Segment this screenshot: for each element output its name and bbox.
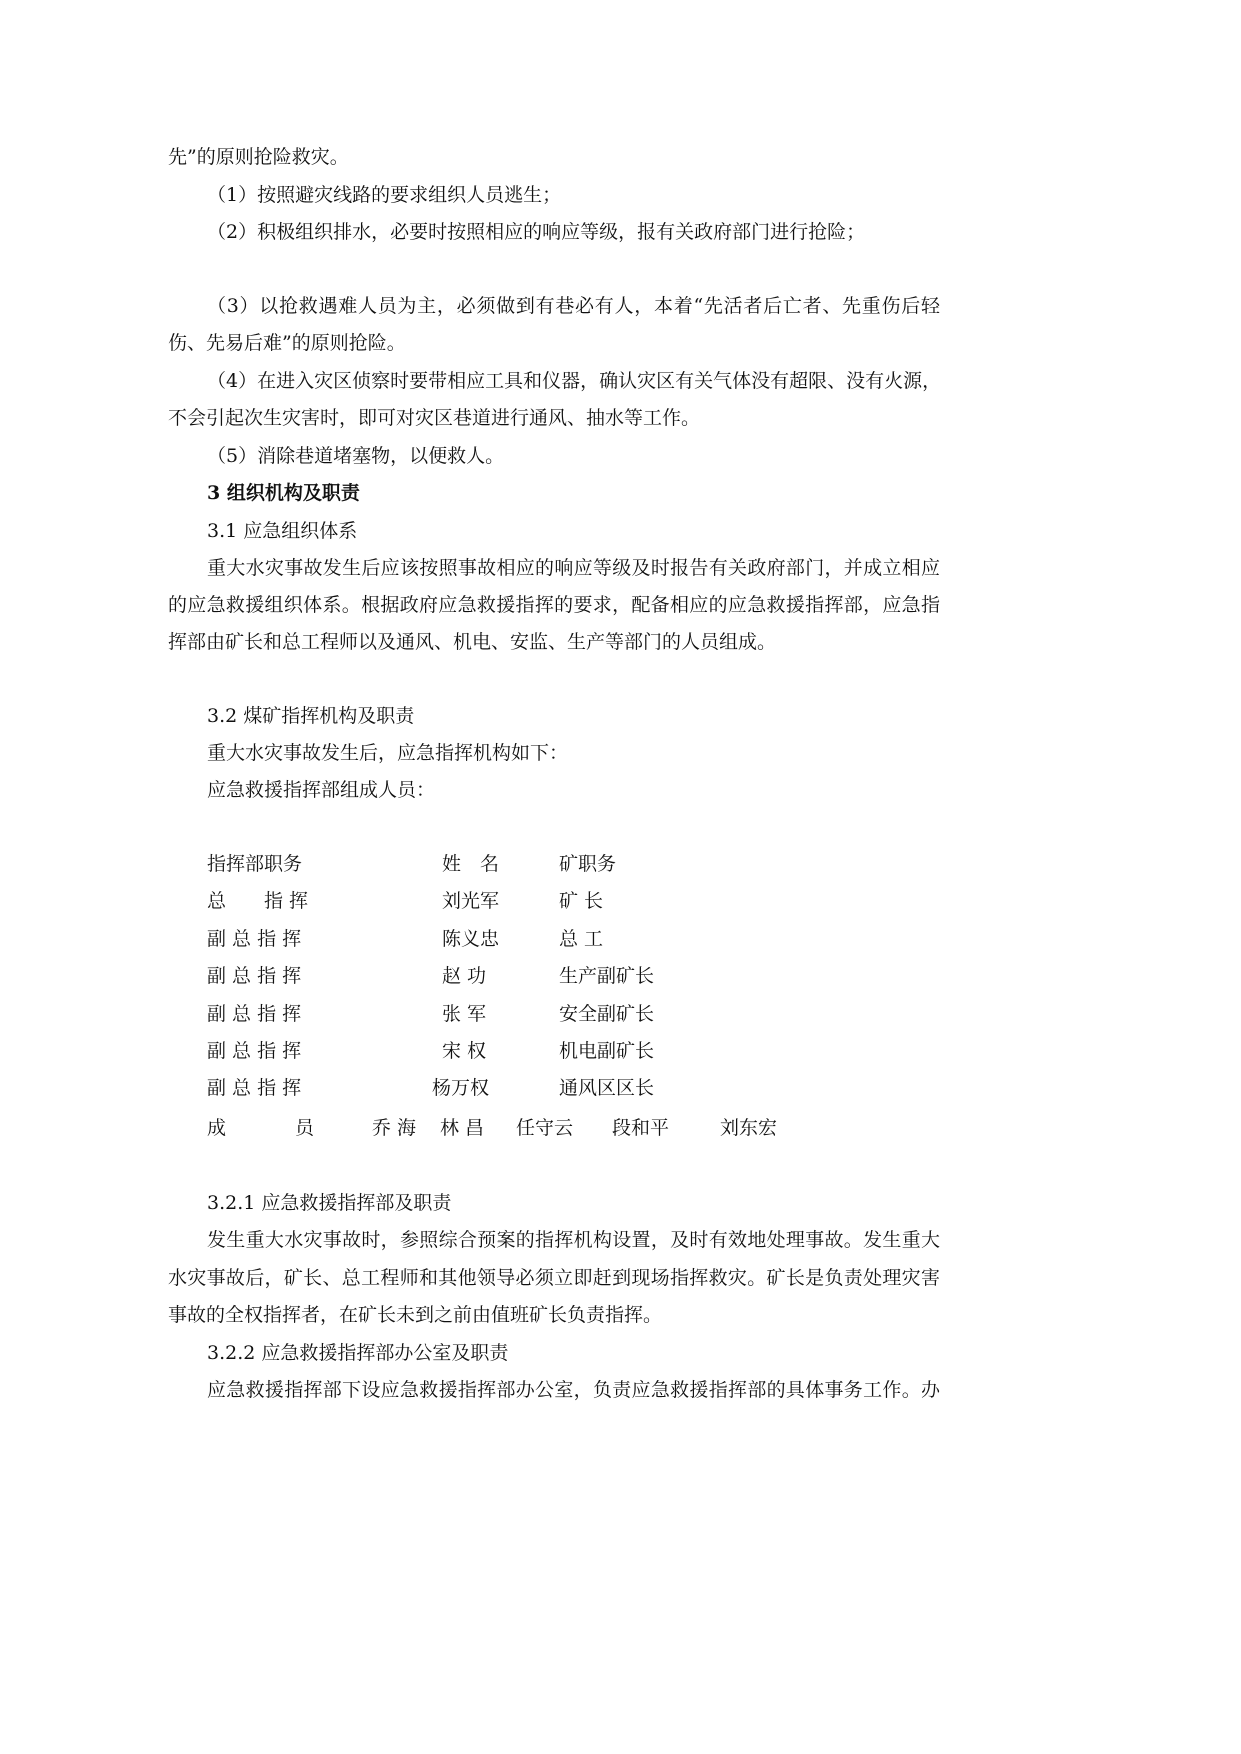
paragraph: 事故的全权指挥者，在矿长未到之前由值班矿长负责指挥。: [168, 1304, 663, 1326]
table-cell: 张 军: [442, 1003, 487, 1025]
member-name: 刘东宏: [720, 1117, 778, 1139]
table-cell: 安全副矿长: [559, 1003, 655, 1025]
paragraph: 水灾事故后，矿长、总工程师和其他领导必须立即赶到现场指挥救灾。矿长是负责处理灾害: [168, 1267, 940, 1289]
table-cell: 通风区区长: [559, 1077, 655, 1099]
table-cell: 矿 长: [559, 890, 604, 912]
list-item: （1）按照避灾线路的要求组织人员逃生；: [207, 184, 562, 206]
member-name: 任守云: [516, 1117, 574, 1139]
table-cell: 陈义忠: [442, 928, 500, 950]
table-header: 姓 名: [442, 853, 500, 875]
table-cell: 机电副矿长: [559, 1040, 655, 1062]
table-cell: 副 总 指 挥: [207, 1077, 302, 1099]
table-cell: 生产副矿长: [559, 965, 655, 987]
subsection-heading: 3.2 煤矿指挥机构及职责: [207, 705, 415, 727]
table-cell: 副 总 指 挥: [207, 1040, 302, 1062]
table-cell: 宋 权: [442, 1040, 487, 1062]
members-label: 员: [295, 1117, 315, 1139]
table-header: 指挥部职务: [207, 853, 303, 875]
table-cell: 副 总 指 挥: [207, 928, 302, 950]
table-cell: 总 指 挥: [207, 890, 309, 912]
subsection-heading: 3.2.2 应急救援指挥部办公室及职责: [207, 1342, 509, 1364]
members-label: 成: [207, 1117, 227, 1139]
paragraph: 挥部由矿长和总工程师以及通风、机电、安监、生产等部门的人员组成。: [168, 631, 777, 653]
paragraph: 不会引起次生灾害时，即可对灾区巷道进行通风、抽水等工作。: [168, 407, 701, 429]
paragraph: 先”的原则抢险救灾。: [168, 146, 349, 168]
list-item: （4）在进入灾区侦察时要带相应工具和仪器，确认灾区有关气体没有超限、没有火源，: [207, 370, 942, 392]
list-item: （3）以抢救遇难人员为主，必须做到有巷必有人，本着“先活者后亡者、先重伤后轻: [207, 295, 940, 317]
paragraph: 应急救援指挥部组成人员：: [207, 779, 436, 801]
list-item: （2）积极组织排水，必要时按照相应的响应等级，报有关政府部门进行抢险；: [207, 221, 866, 243]
table-cell: 总 工: [559, 928, 604, 950]
member-name: 林 昌: [440, 1117, 485, 1139]
paragraph: 发生重大水灾事故时，参照综合预案的指挥机构设置，及时有效地处理事故。发生重大: [207, 1229, 940, 1251]
table-cell: 杨万权: [432, 1077, 490, 1099]
member-name: 段和平: [612, 1117, 670, 1139]
subsection-heading: 3.2.1 应急救援指挥部及职责: [207, 1192, 452, 1214]
table-cell: 赵 功: [442, 965, 487, 987]
table-cell: 副 总 指 挥: [207, 965, 302, 987]
table-cell: 刘光军: [442, 890, 500, 912]
table-header: 矿职务: [559, 853, 617, 875]
paragraph: 的应急救援组织体系。根据政府应急救援指挥的要求，配备相应的应急救援指挥部，应急指: [168, 594, 940, 616]
subsection-heading: 3.1 应急组织体系: [207, 520, 358, 542]
paragraph: 伤、先易后难”的原则抢险。: [168, 332, 406, 354]
paragraph: 重大水灾事故发生后，应急指挥机构如下：: [207, 742, 569, 764]
paragraph: 重大水灾事故发生后应该按照事故相应的响应等级及时报告有关政府部门，并成立相应: [207, 557, 940, 579]
member-name: 乔 海: [372, 1117, 417, 1139]
paragraph: 应急救援指挥部下设应急救援指挥部办公室，负责应急救援指挥部的具体事务工作。办: [207, 1379, 940, 1401]
table-cell: 副 总 指 挥: [207, 1003, 302, 1025]
section-heading: 3 组织机构及职责: [207, 482, 360, 504]
list-item: （5）消除巷道堵塞物，以便救人。: [207, 445, 505, 467]
